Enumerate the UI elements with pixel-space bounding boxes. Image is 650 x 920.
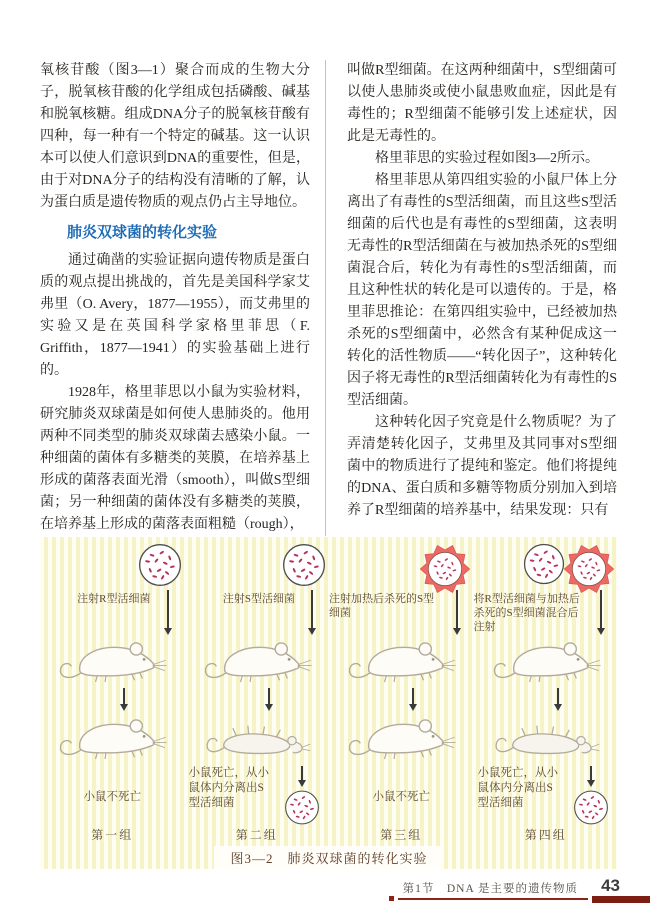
down-arrow-icon [597, 590, 605, 636]
r-live-bacteria-dish-icon [522, 542, 566, 586]
live-mouse-illustration [54, 636, 170, 688]
live-mouse-illustration [488, 636, 604, 688]
footer-rule-line [398, 898, 588, 900]
live-mouse-illustration [343, 713, 459, 765]
footer-rule-square [389, 896, 394, 901]
experiment-group-3 [329, 542, 474, 844]
isolated-s-bacteria-dish-icon [570, 789, 612, 826]
down-arrow-icon [298, 766, 306, 787]
group1-inoculum [40, 542, 185, 590]
group2-label: 第二组 [235, 828, 278, 842]
paragraph-1928-experiment: 1928年，格里菲思以小鼠为实验材料，研究肺炎双球菌是如何使人患肺炎的。他用两种不同类型的肺炎双球菌去感染小鼠。一种细菌的菌体有多糖类的荚膜，在培养基上形成的菌落表面光滑（smooth），叫做S型细菌；另一种细菌的菌体没有多糖类的荚膜，在培养基上形成的菌落表面粗糙（rough）， [40, 385, 310, 532]
paragraph-r-s-bacteria: 叫做R型细菌。在这两种细菌中，S型细菌可以使人患肺炎或使小鼠患败血症，因此是有毒性的；R型细菌不能够引发上述症状，因此是无毒性的。 [347, 63, 617, 144]
footer-section-title: 第1节 DNA 是主要的遗传物质 [402, 883, 578, 895]
group1-outcome-label: 小鼠不死亡 [83, 791, 141, 803]
paragraph-figure-reference: 格里菲思的实验过程如图3—2所示。 [375, 151, 599, 166]
down-arrow-icon [120, 688, 128, 712]
group3-label: 第三组 [380, 828, 423, 842]
r-live-bacteria-dish-icon [137, 542, 183, 588]
down-arrow-icon [308, 590, 316, 636]
group1-label: 第一组 [91, 828, 134, 842]
group2-injection-label: 注射S型活细菌 [222, 593, 295, 605]
figure-caption: 图3—2 肺炎双球菌的转化实验 [214, 846, 443, 869]
group3-outcome-label: 小鼠不死亡 [372, 791, 430, 803]
paragraph-dna-composition: 氧核苷酸（图3—1）聚合而成的生物大分子，脱氧核苷酸的化学组成包括磷酸、碱基和脱氧核糖。组成DNA分子的脱氧核苷酸有四种，每一种有一个特定的碱基。这一认识本可以使人们意识到DNA的重要性，但是，由于对DNA分子的结构没有清晰的了解，认为蛋白质是遗传物质的观点仍占主导地位。 [40, 63, 310, 210]
down-arrow-icon [554, 688, 562, 712]
live-mouse-illustration [54, 713, 170, 765]
right-text-column [326, 60, 617, 536]
group2-outcome-label: 小鼠死亡，从小鼠体内分离出S型活细菌 [188, 767, 269, 809]
group4-outcome-label: 小鼠死亡，从小鼠体内分离出S型活细菌 [477, 767, 558, 809]
down-arrow-icon [265, 688, 273, 712]
paragraph-avery-griffith: 通过确凿的实验证据向遗传物质是蛋白质的观点提出挑战的，首先是美国科学家艾弗里（O. Avery，1877—1955），而艾弗里的实验又是在英国科学家格里菲思（F. Griffith，1877—1941）的实验基础上进行的。 [40, 253, 310, 378]
group3-injection-label: 注射加热后杀死的S型细菌 [329, 593, 435, 619]
live-mouse-illustration [199, 636, 315, 688]
experiment-group-2 [185, 542, 330, 844]
page-footer [0, 876, 650, 910]
left-text-column [40, 60, 326, 536]
paragraph-transforming-principle: 这种转化因子究竟是什么物质呢？为了弄清楚转化因子，艾弗里及其同事对S型细菌中的物质进行了提纯和鉴定。他们将提纯的DNA、蛋白质和多糖等物质分别加入到培养了R型细菌的培养基中，结果发现：只有 [347, 415, 617, 518]
group2-inoculum [185, 542, 330, 590]
footer-rule-bar [592, 896, 650, 903]
group4-injection-label: 将R型活细菌与加热后杀死的S型细菌混合后注射 [473, 593, 580, 633]
footer-page-number: 43 [601, 876, 620, 895]
experiment-group-1 [40, 542, 185, 844]
down-arrow-icon [164, 590, 172, 636]
dead-mouse-illustration [488, 714, 604, 764]
heat-killed-s-bacteria-icon [562, 542, 616, 596]
group4-label: 第四组 [524, 828, 567, 842]
down-arrow-icon [409, 688, 417, 712]
group1-injection-label: 注射R型活细菌 [77, 593, 151, 605]
live-mouse-illustration [343, 636, 459, 688]
group3-inoculum [329, 542, 474, 590]
down-arrow-icon [453, 590, 461, 636]
isolated-s-bacteria-dish-icon [281, 789, 323, 826]
s-live-bacteria-dish-icon [281, 542, 327, 588]
figure-3-2-panel [40, 537, 618, 869]
heat-killed-s-bacteria-icon [418, 542, 472, 596]
group4-inoculum [474, 542, 619, 590]
experiment-groups [40, 537, 618, 844]
section-heading-transformation-experiment: 肺炎双球菌的转化实验 [67, 225, 218, 241]
dead-mouse-illustration [199, 714, 315, 764]
paragraph-griffith-inference: 格里菲思从第四组实验的小鼠尸体上分离出了有毒性的S型活细菌，而且这些S型活细菌的后代也是有毒性的S型细菌，这表明无毒性的R型活细菌在与被加热杀死的S型细菌混合后，转化为有毒性的S型活细菌，而且这种性状的转化是可以遗传的。于是，格里菲思推论：在第四组实验中，已经被加热杀死的S型细菌中，必然含有某种促成这一转化的活性物质——“转化因子”，这种转化因子将无毒性的R型活细菌转化为有毒性的S型活细菌。 [347, 173, 617, 408]
experiment-group-4 [474, 542, 619, 844]
down-arrow-icon [587, 766, 595, 787]
